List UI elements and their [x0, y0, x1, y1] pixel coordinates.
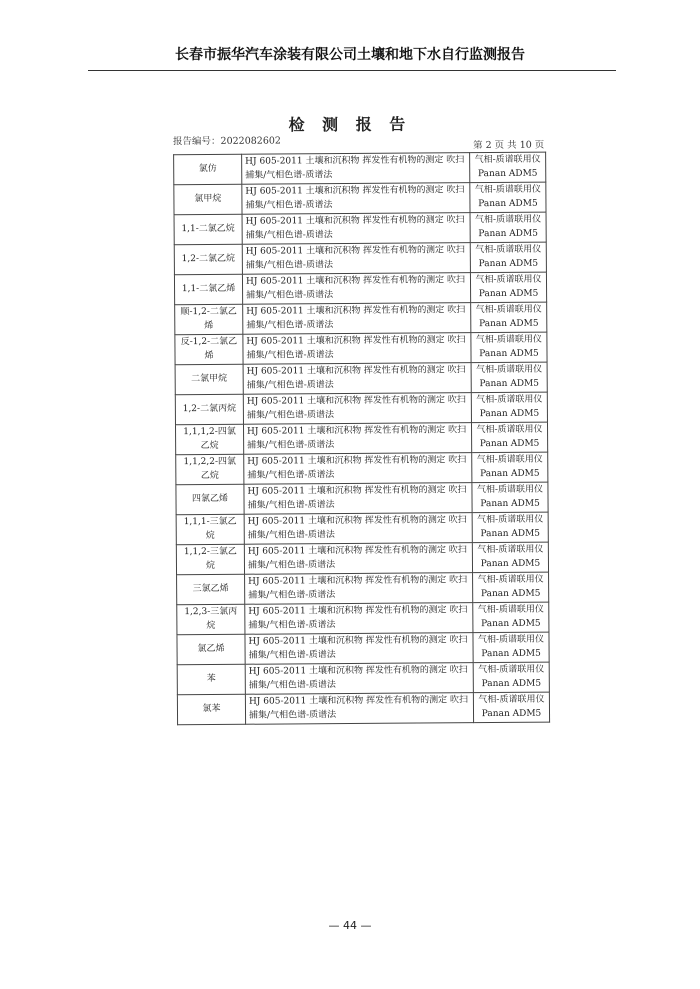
method-cell: HJ 605-2011 土壤和沉积物 挥发性有机物的测定 吹扫捕集/气相色谱-质谱法 [244, 453, 472, 485]
item-name-cell: 1,1,2-三氯乙烷 [176, 544, 244, 574]
report-title: 检 测 报 告 [288, 114, 412, 135]
method-cell: HJ 605-2011 土壤和沉积物 挥发性有机物的测定 吹扫捕集/气相色谱-质谱法 [243, 303, 471, 335]
instrument-cell: 气相-质谱联用仪 Panan ADM5 [473, 572, 549, 603]
item-name-cell: 顺-1,2-二氯乙烯 [175, 304, 243, 334]
method-cell: HJ 605-2011 土壤和沉积物 挥发性有机物的测定 吹扫捕集/气相色谱-质谱法 [243, 333, 471, 365]
table-row [176, 452, 548, 485]
header-divider [88, 70, 616, 71]
item-name-cell: 1,1-二氯乙烯 [174, 274, 242, 304]
item-name-cell: 三氯乙烯 [177, 574, 245, 604]
document-header: 长春市振华汽车涂装有限公司土壤和地下水自行监测报告 [175, 47, 525, 63]
table-row [177, 692, 549, 725]
item-name-cell: 1,1,2,2-四氯乙烷 [176, 454, 244, 484]
method-cell: HJ 605-2011 土壤和沉积物 挥发性有机物的测定 吹扫捕集/气相色谱-质谱法 [242, 183, 470, 215]
method-cell: HJ 605-2011 土壤和沉积物 挥发性有机物的测定 吹扫捕集/气相色谱-质谱法 [245, 693, 473, 725]
item-name-cell: 苯 [177, 664, 245, 694]
instrument-cell: 气相-质谱联用仪 Panan ADM5 [471, 302, 547, 333]
method-cell: HJ 605-2011 土壤和沉积物 挥发性有机物的测定 吹扫捕集/气相色谱-质谱法 [245, 603, 473, 635]
test-items-table [173, 152, 550, 726]
table-row [174, 182, 546, 215]
instrument-cell: 气相-质谱联用仪 Panan ADM5 [471, 392, 547, 423]
instrument-cell: 气相-质谱联用仪 Panan ADM5 [471, 362, 547, 393]
instrument-cell: 气相-质谱联用仪 Panan ADM5 [471, 332, 547, 363]
item-name-cell: 四氯乙烯 [176, 484, 244, 514]
table-row [174, 242, 546, 275]
method-cell: HJ 605-2011 土壤和沉积物 挥发性有机物的测定 吹扫捕集/气相色谱-质谱法 [242, 273, 470, 305]
scanned-report-page [153, 94, 552, 757]
table-row [174, 152, 546, 185]
page-number: — 44 — [328, 919, 372, 932]
table-row [175, 332, 547, 365]
instrument-cell: 气相-质谱联用仪 Panan ADM5 [473, 662, 549, 693]
table-row [175, 392, 547, 425]
table-row [176, 482, 548, 515]
method-cell: HJ 605-2011 土壤和沉积物 挥发性有机物的测定 吹扫捕集/气相色谱-质谱法 [242, 243, 470, 275]
table-row [175, 302, 547, 335]
instrument-cell: 气相-质谱联用仪 Panan ADM5 [470, 182, 546, 213]
item-name-cell: 氯仿 [174, 154, 242, 184]
method-cell: HJ 605-2011 土壤和沉积物 挥发性有机物的测定 吹扫捕集/气相色谱-质谱法 [242, 153, 470, 185]
item-name-cell: 1,1,1-三氯乙烷 [176, 514, 244, 544]
instrument-cell: 气相-质谱联用仪 Panan ADM5 [472, 452, 548, 483]
method-cell: HJ 605-2011 土壤和沉积物 挥发性有机物的测定 吹扫捕集/气相色谱-质谱法 [244, 483, 472, 515]
test-items-table-body [174, 152, 550, 725]
instrument-cell: 气相-质谱联用仪 Panan ADM5 [470, 152, 546, 183]
instrument-cell: 气相-质谱联用仪 Panan ADM5 [472, 512, 548, 543]
item-name-cell: 氯苯 [177, 694, 245, 724]
method-cell: HJ 605-2011 土壤和沉积物 挥发性有机物的测定 吹扫捕集/气相色谱-质谱法 [243, 393, 471, 425]
item-name-cell: 1,2-二氯乙烷 [174, 244, 242, 274]
method-cell: HJ 605-2011 土壤和沉积物 挥发性有机物的测定 吹扫捕集/气相色谱-质谱法 [243, 423, 471, 455]
item-name-cell: 氯乙烯 [177, 634, 245, 664]
instrument-cell: 气相-质谱联用仪 Panan ADM5 [470, 212, 546, 243]
item-name-cell: 1,2-二氯丙烷 [175, 394, 243, 424]
method-cell: HJ 605-2011 土壤和沉积物 挥发性有机物的测定 吹扫捕集/气相色谱-质谱法 [243, 363, 471, 395]
instrument-cell: 气相-质谱联用仪 Panan ADM5 [471, 422, 547, 453]
table-row [175, 422, 547, 455]
item-name-cell: 二氯甲烷 [175, 364, 243, 394]
instrument-cell: 气相-质谱联用仪 Panan ADM5 [472, 482, 548, 513]
instrument-cell: 气相-质谱联用仪 Panan ADM5 [470, 272, 546, 303]
method-cell: HJ 605-2011 土壤和沉积物 挥发性有机物的测定 吹扫捕集/气相色谱-质谱法 [245, 633, 473, 665]
method-cell: HJ 605-2011 土壤和沉积物 挥发性有机物的测定 吹扫捕集/气相色谱-质谱法 [245, 573, 473, 605]
method-cell: HJ 605-2011 土壤和沉积物 挥发性有机物的测定 吹扫捕集/气相色谱-质谱法 [245, 663, 473, 695]
table-row [174, 212, 546, 245]
table-row [176, 512, 548, 545]
item-name-cell: 1,2,3-三氯丙烷 [177, 604, 245, 634]
table-row [176, 542, 548, 575]
table-row [177, 662, 549, 695]
table-row [174, 272, 546, 305]
item-name-cell: 反-1,2-二氯乙烯 [175, 334, 243, 364]
table-row [177, 572, 549, 605]
report-page-info: 第 2 页 共 10 页 [473, 139, 545, 152]
item-name-cell: 1,1,1,2-四氯乙烷 [175, 424, 243, 454]
item-name-cell: 氯甲烷 [174, 184, 242, 214]
instrument-cell: 气相-质谱联用仪 Panan ADM5 [473, 692, 549, 723]
table-row [177, 632, 549, 665]
instrument-cell: 气相-质谱联用仪 Panan ADM5 [470, 242, 546, 273]
method-cell: HJ 605-2011 土壤和沉积物 挥发性有机物的测定 吹扫捕集/气相色谱-质谱法 [242, 213, 470, 245]
instrument-cell: 气相-质谱联用仪 Panan ADM5 [472, 542, 548, 573]
instrument-cell: 气相-质谱联用仪 Panan ADM5 [473, 632, 549, 663]
item-name-cell: 1,1-二氯乙烷 [174, 214, 242, 244]
instrument-cell: 气相-质谱联用仪 Panan ADM5 [473, 602, 549, 633]
report-number: 报告编号：2022082602 [172, 135, 282, 148]
method-cell: HJ 605-2011 土壤和沉积物 挥发性有机物的测定 吹扫捕集/气相色谱-质谱法 [244, 513, 472, 545]
method-cell: HJ 605-2011 土壤和沉积物 挥发性有机物的测定 吹扫捕集/气相色谱-质谱法 [244, 543, 472, 575]
table-row [175, 362, 547, 395]
table-row [177, 602, 549, 635]
